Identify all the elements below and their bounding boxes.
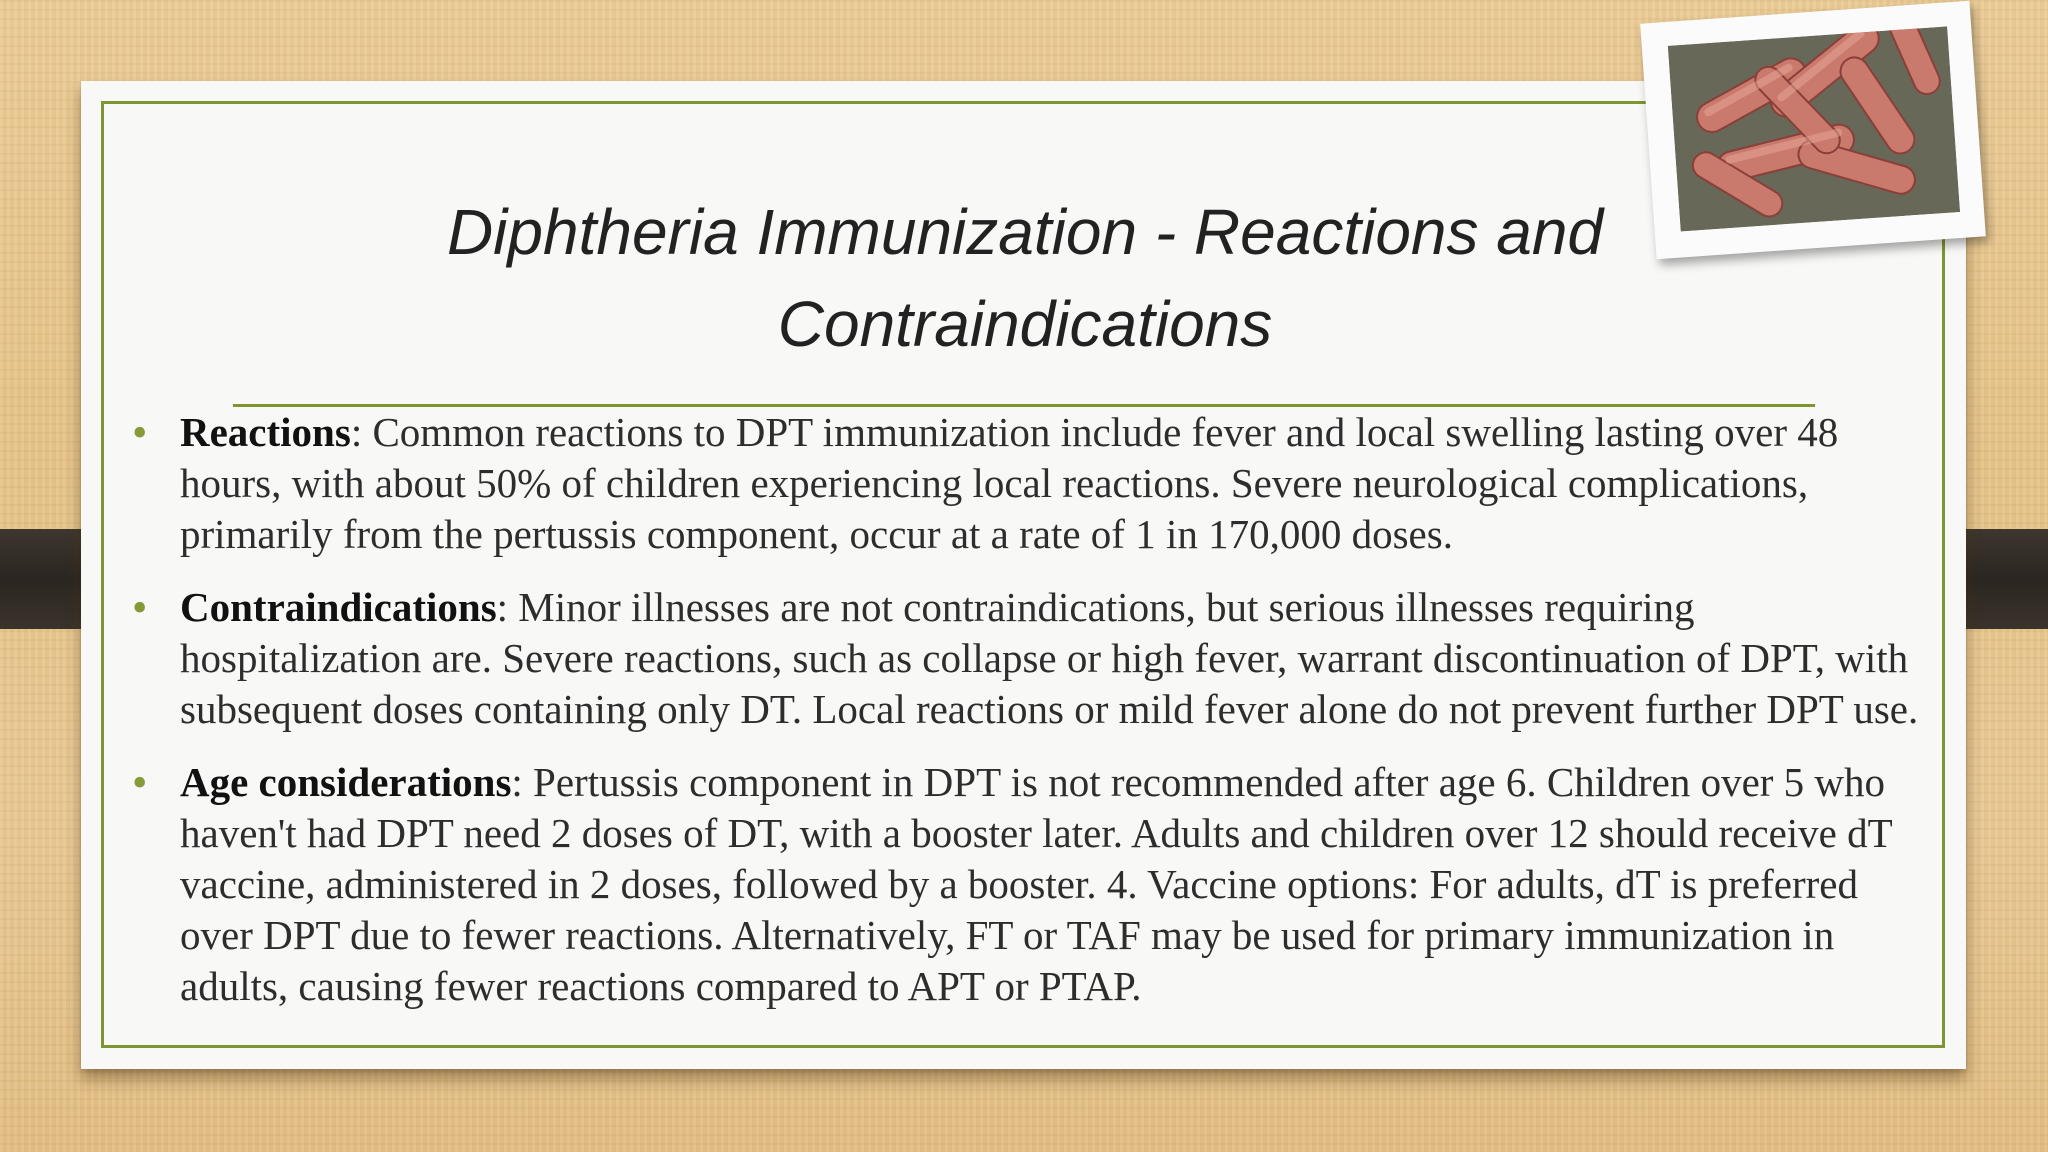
bullet-reactions xyxy=(130,407,1930,560)
slide-title xyxy=(300,186,1750,370)
bullet-text: : Common reactions to DPT immunization include fever and local swelling lasting over 48 hours, with about 50% of children experiencing local reactions. Severe neurological complications, primarily from the pertussis component, occur at a rate of 1 in 170,000 doses. xyxy=(180,409,1839,557)
bullet-dot-icon: • xyxy=(132,583,148,632)
bullet-dot-icon: • xyxy=(132,758,148,807)
slide-title-line2: Contraindications xyxy=(777,288,1273,360)
bullet-list xyxy=(130,407,1930,1034)
slide-title-line1: Diphtheria Immunization - Reactions and xyxy=(446,196,1604,268)
bullet-dot-icon: • xyxy=(132,408,148,457)
bullet-text: : Minor illnesses are not contraindications, but serious illnesses requiring hospitalization are. Severe reactions, such as collapse or high fever, warrant discontinuation of DPT, with subsequent doses containing only DT. Local reactions or mild fever alone do not prevent further DPT use. xyxy=(180,584,1919,732)
bullet-contraindications xyxy=(130,582,1930,735)
bullet-term: Contraindications xyxy=(180,584,497,630)
bullet-text: : Pertussis component in DPT is not recommended after age 6. Children over 5 who haven't had DPT need 2 doses of DT, with a booster later. Adults and children over 12 should receive dT vaccine, administered in 2 doses, followed by a booster. 4. Vaccine options: For adults, dT is preferred over DPT due to fewer reactions. Alternatively, FT or TAF may be used for primary immunization in adults, causing fewer reactions compared to APT or PTAP. xyxy=(180,759,1892,1009)
bullet-term: Age considerations xyxy=(180,759,512,805)
bullet-age-considerations xyxy=(130,757,1930,1012)
bullet-term: Reactions xyxy=(180,409,351,455)
